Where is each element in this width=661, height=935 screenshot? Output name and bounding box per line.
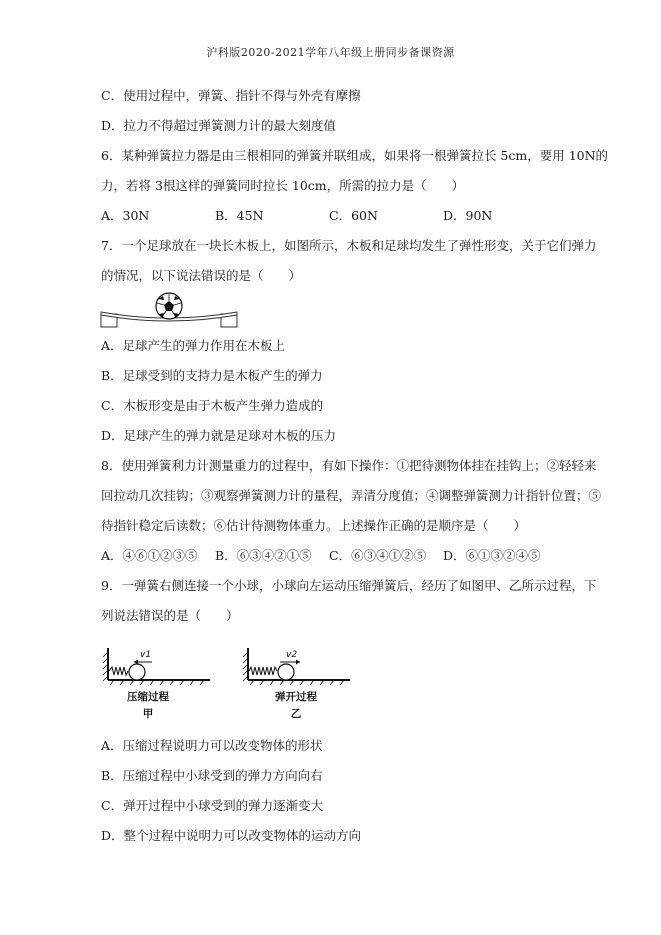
q7-figure-football-on-board — [98, 292, 243, 330]
velocity-label-v1: v1 — [140, 650, 152, 660]
q8-option-a: A．④⑥①②③⑤ — [101, 548, 198, 563]
caption-yi: 乙 — [290, 708, 302, 720]
q8-option-d: D．⑥①③②④⑤ — [443, 548, 541, 563]
q7-option-a: A．足球产生的弹力作用在木板上 — [101, 338, 286, 353]
q7-option-c: C．木板形变是由于木板产生弹力造成的 — [101, 398, 324, 413]
q7-option-b: B．足球受到的支持力是木板产生的弹力 — [101, 368, 323, 383]
compressed-spring — [109, 667, 128, 675]
velocity-label-v2: v2 — [286, 650, 298, 660]
caption-release: 弹开过程 — [275, 691, 317, 703]
q6-option-b: B．45N — [215, 208, 264, 223]
q6-option-c: C．60N — [329, 208, 378, 223]
q5-option-d: D．拉力不得超过弹簧测力计的最大刻度值 — [101, 118, 337, 133]
q8-stem-line2: 回拉动几次挂钩；③观察弹簧测力计的量程，弄清分度值；④调整弹簧测力计指针位置；⑤ — [101, 488, 602, 503]
q7-stem-line2: 的情况，以下说法错误的是（ ） — [101, 268, 302, 283]
q9-option-d: D．整个过程中说明力可以改变物体的运动方向 — [101, 828, 362, 843]
q9-option-b: B．压缩过程中小球受到的弹力方向向右 — [101, 768, 323, 783]
football-icon — [156, 293, 182, 319]
q8-stem-line3: 待指针稳定后读数；⑥估计待测物体重力。上述操作正确的是顺序是（ ） — [101, 518, 527, 533]
q6-stem-line2: 力，若将 3根这样的弹簧同时拉长 10cm，所需的拉力是（ ） — [101, 178, 465, 193]
ball — [129, 664, 145, 680]
q9-figure-release — [242, 644, 354, 726]
q8-option-b: B．⑥③④②①⑤ — [215, 548, 312, 563]
ball — [278, 664, 294, 680]
caption-jia: 甲 — [142, 708, 154, 720]
q7-stem-line1: 7．一个足球放在一块长木板上，如图所示，木板和足球均发生了弹性形变，关于它们弹力 — [101, 238, 597, 253]
q9-stem-line1: 9．一弹簧右侧连接一个小球，小球向左运动压缩弹簧后，经历了如图甲、乙所示过程，下 — [101, 578, 597, 593]
caption-compression: 压缩过程 — [127, 691, 169, 703]
q9-figure-compression — [102, 644, 214, 726]
q8-option-c: C．⑥③④①②⑤ — [329, 548, 427, 563]
q9-stem-line2: 列说法错误的是（ ） — [101, 608, 239, 623]
page-header: 沪科版2020-2021学年八年级上册同步备课资源 — [206, 46, 455, 59]
q5-option-c: C．使用过程中，弹簧、指针不得与外壳有摩擦 — [101, 88, 361, 103]
q7-option-d: D．足球产生的弹力就是足球对木板的压力 — [101, 428, 337, 443]
q9-option-a: A．压缩过程说明力可以改变物体的形状 — [101, 738, 323, 753]
q6-option-a: A．30N — [101, 208, 150, 223]
q9-option-c: C．弹开过程中小球受到的弹力逐渐变大 — [101, 798, 324, 813]
q8-stem-line1: 8．使用弹簧利力计测量重力的过程中，有如下操作：①把待测物体挂在挂钩上；②轻轻来 — [101, 458, 597, 473]
released-spring — [249, 667, 277, 675]
q6-option-d: D．90N — [443, 208, 493, 223]
q6-stem-line1: 6．某种弹簧拉力器是由三根相同的弹簧并联组成，如果将一根弹簧拉长 5cm，要用 10N的 — [101, 148, 609, 163]
